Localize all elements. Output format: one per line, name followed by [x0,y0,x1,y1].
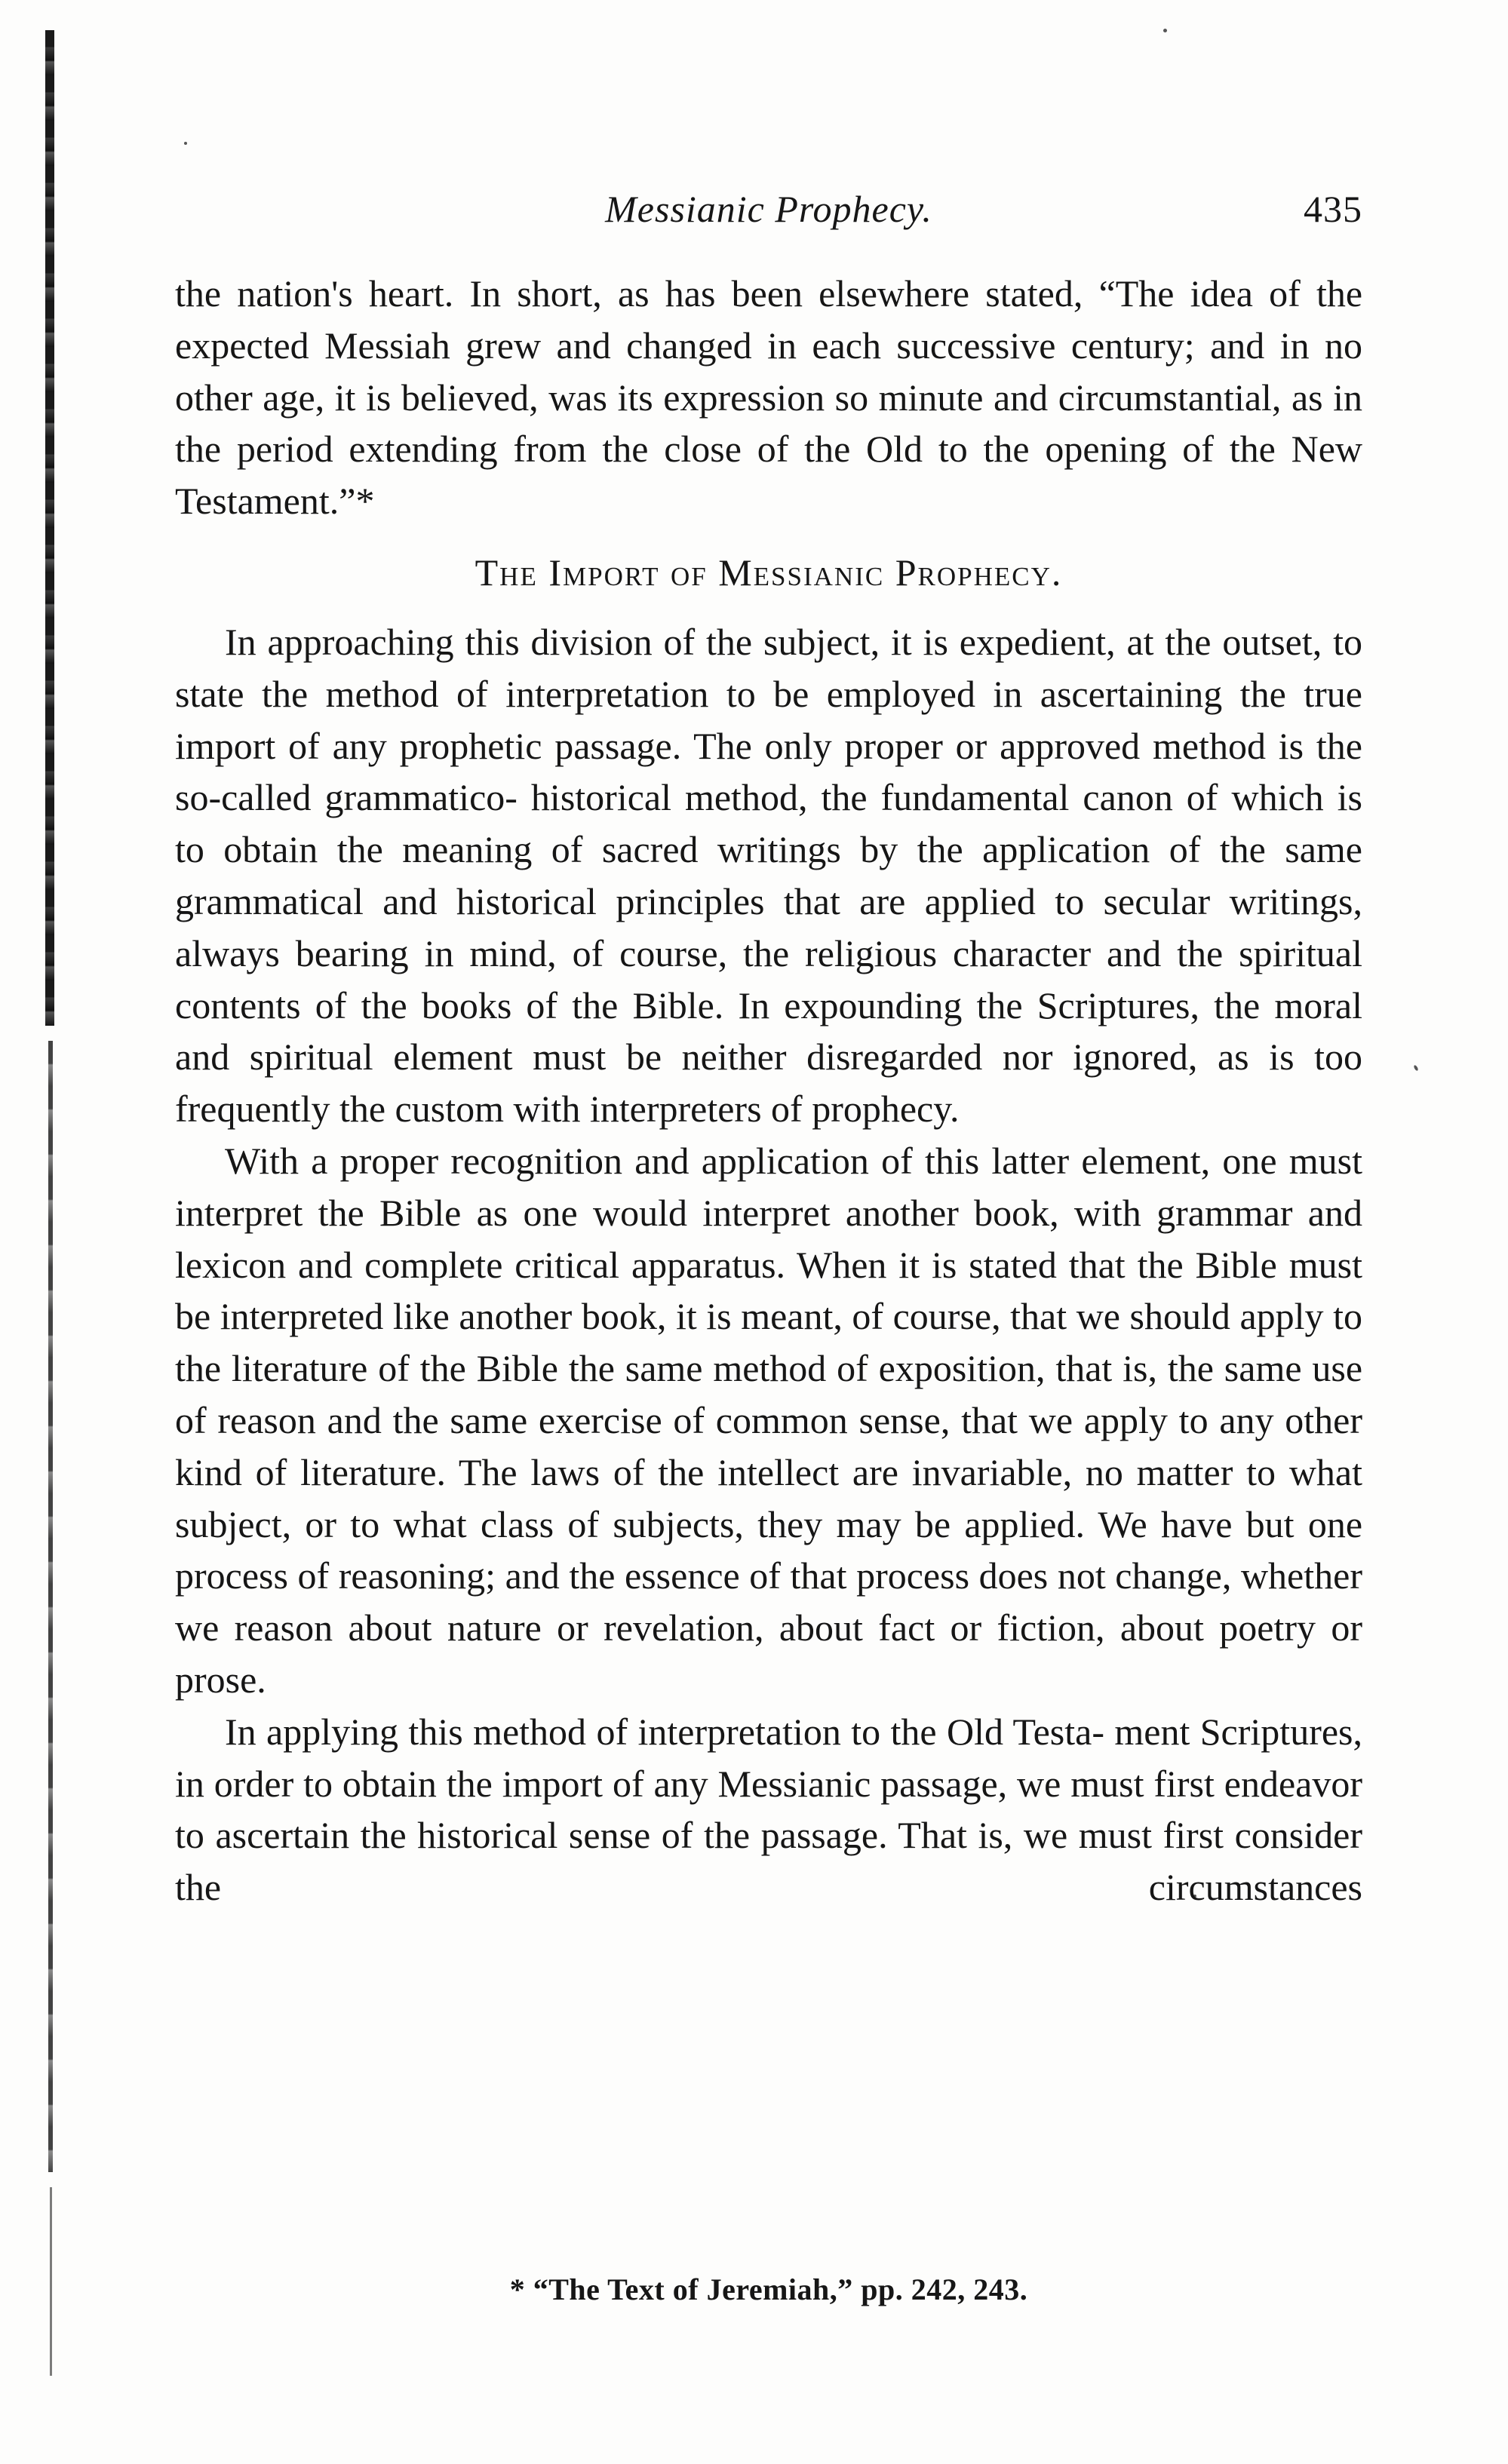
binding-edge-shadow-lower [48,1041,53,2172]
text-line: historical method, the fundamental canon of which is to obtain [175,776,1362,871]
text-line: must be neither disregarded nor ignored, as is too frequently [175,1036,1363,1131]
body-text [175,268,1362,1913]
page-speck [1413,1065,1418,1072]
binding-edge-shadow [45,30,54,1026]
page-number: 435 [1304,188,1362,230]
text-line: element, one must interpret the Bible as one would interpret [175,1139,1362,1234]
text-line: Testament.”* [175,480,375,523]
section-heading: The Import of Messianic Prophecy. [475,551,1063,594]
text-line: the outset, to state the method of interpretation to be employed [175,620,1362,715]
text-line: to the literature of the Bible the same method of exposition, [175,1295,1363,1390]
page-speck [1163,29,1167,32]
text-line: fact or fiction, about poetry or prose. [175,1606,1362,1701]
text-line: grammatical and historical principles that are applied to secular [175,879,1211,922]
text-line: ment Scriptures, in order to obtain the import of any Messianic [175,1710,1362,1805]
text-line: another book, with grammar and lexicon and complete critical [175,1191,1363,1286]
text-line: character and the spiritual contents of the books of the Bible. [175,931,1362,1026]
paragraph-continuation [175,268,1362,527]
text-line: of the passage. That is, we must first consider the circumstances [175,1814,1362,1909]
text-line: sense, that we apply to any other kind of literature. The laws [175,1398,1362,1493]
paragraph [175,616,1362,1135]
text-line: In approaching this division of the subject, it is expedient, at [225,620,1154,663]
running-title: Messianic Prophecy. [605,188,932,230]
page-speck [184,142,187,145]
paragraph [175,1706,1362,1913]
text-line: the nation's heart. In short, as has been elsewhere stated, [175,272,1083,315]
footnote: * “The Text of Jeremiah,” pp. 242, 243. [509,2272,1028,2306]
text-line: successive century; and in no other age, it is believed, was its [175,324,1362,419]
text-line: in ascertaining the true import of any prophetic passage. The [175,672,1362,767]
text-line: like another book, it is meant, of course, that we should apply [392,1295,1324,1338]
text-line: the meaning of sacred writings by the application of the same [336,828,1362,871]
text-line: In applying this method of interpretation to the Old Testa- [225,1710,1104,1753]
text-line: of the intellect are invariable, no matter to what subject, or to [175,1450,1363,1545]
text-line: “The idea of the expected Messiah grew and changed in each [175,272,1363,367]
text-line: the custom with interpreters of prophecy. [339,1088,960,1131]
binding-edge-shadow-bottom [50,2187,52,2376]
page-header [175,187,1362,240]
text-line: expression so minute and circumstantial, as in the period [175,376,1363,471]
text-line: what class of subjects, they may be applied. We have but one [393,1502,1363,1545]
text-line: change, whether we reason about nature or revelation, about [175,1554,1362,1649]
text-line: process of reasoning; and the essence of that process does not [175,1554,1106,1597]
text-line: passage, we must first endeavor to ascertain the historical sense [175,1762,1362,1857]
text-line: only proper or approved method is the so-called grammatico- [175,724,1363,819]
text-line: apparatus. When it is stated that the Bible must be interpreted [175,1243,1363,1338]
text-line: With a proper recognition and application of this latter [225,1139,1070,1182]
paragraph [175,1135,1362,1706]
text-line: writings, always bearing in mind, of course, the religious [175,879,1362,974]
text-line: In expounding the Scriptures, the moral and spiritual element [175,983,1362,1079]
text-line: that is, the same use of reason and the same exercise of common [175,1347,1363,1441]
text-line: extending from the close of the Old to the opening of the New [349,428,1362,471]
